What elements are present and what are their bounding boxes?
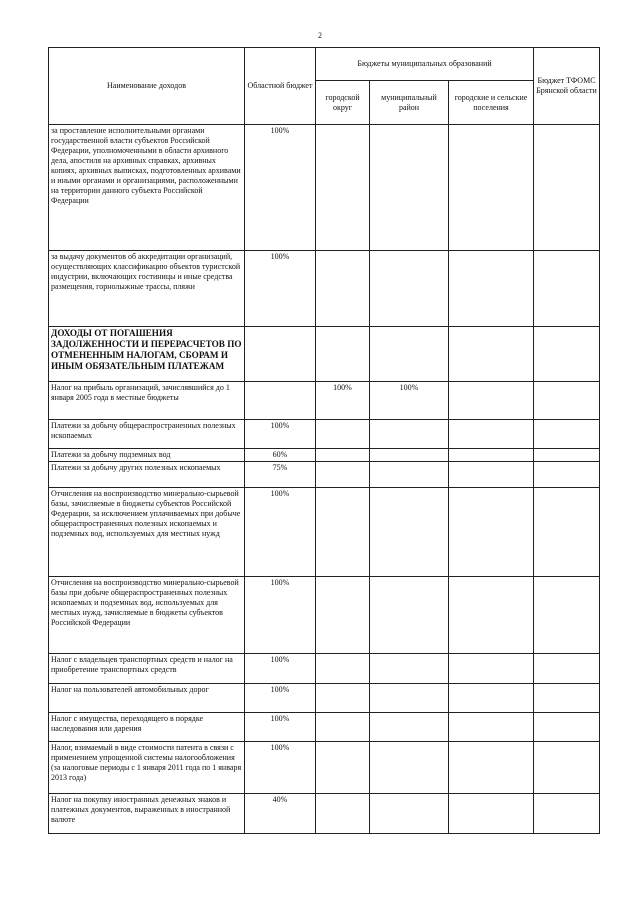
tfoms-share — [534, 742, 600, 794]
city-district-share — [316, 327, 370, 382]
table-row — [49, 462, 600, 488]
settlements-share — [449, 742, 534, 794]
settlements-share — [449, 420, 534, 449]
city-district-share — [316, 654, 370, 684]
settlements-share — [449, 684, 534, 713]
city-district-share — [316, 125, 370, 251]
revenue-name: Налог с имущества, переходящего в порядке наследования или дарения — [49, 713, 245, 742]
settlements-share — [449, 462, 534, 488]
table-row — [49, 420, 600, 449]
tfoms-share — [534, 125, 600, 251]
regional-share: 100% — [245, 125, 316, 251]
regional-share: 75% — [245, 462, 316, 488]
tfoms-share — [534, 488, 600, 577]
municipal-district-share — [370, 577, 449, 654]
regional-share — [245, 327, 316, 382]
tfoms-share — [534, 382, 600, 420]
tfoms-share — [534, 462, 600, 488]
city-district-share — [316, 449, 370, 462]
municipal-district-share — [370, 449, 449, 462]
table-row — [49, 684, 600, 713]
city-district-share — [316, 577, 370, 654]
revenue-name: Налог с владельцев транспортных средств и налог на приобретение транспортных средств — [49, 654, 245, 684]
revenue-distribution-table — [48, 47, 600, 834]
header-city-district: городской округ — [316, 81, 370, 125]
municipal-district-share — [370, 488, 449, 577]
page-number: 2 — [318, 31, 322, 40]
settlements-share — [449, 382, 534, 420]
settlements-share — [449, 577, 534, 654]
header-tfoms-budget: Бюджет ТФОМС Брянской области — [534, 48, 600, 125]
table-row — [49, 251, 600, 327]
tfoms-share — [534, 449, 600, 462]
table-row — [49, 488, 600, 577]
table-row — [49, 794, 600, 834]
tfoms-share — [534, 251, 600, 327]
regional-share: 100% — [245, 684, 316, 713]
municipal-district-share — [370, 684, 449, 713]
regional-share: 100% — [245, 742, 316, 794]
city-district-share — [316, 488, 370, 577]
table-row — [49, 382, 600, 420]
tfoms-share — [534, 794, 600, 834]
regional-share: 100% — [245, 420, 316, 449]
municipal-district-share — [370, 742, 449, 794]
settlements-share — [449, 488, 534, 577]
revenue-name: Платежи за добычу других полезных ископаемых — [49, 462, 245, 488]
table-row — [49, 713, 600, 742]
municipal-district-share — [370, 125, 449, 251]
header-regional-budget: Областной бюджет — [245, 48, 316, 125]
city-district-share — [316, 794, 370, 834]
settlements-share — [449, 713, 534, 742]
revenue-name: за выдачу документов об аккредитации организаций, осуществляющих классификацию объектов туристской индустрии, включающих гостиницы и иные средства размещения, горнолыжные трассы, пляжи — [49, 251, 245, 327]
table-row — [49, 125, 600, 251]
tfoms-share — [534, 684, 600, 713]
city-district-share — [316, 462, 370, 488]
table-row — [49, 742, 600, 794]
city-district-share — [316, 251, 370, 327]
tfoms-share — [534, 420, 600, 449]
settlements-share — [449, 125, 534, 251]
header-municipal-budgets: Бюджеты муниципальных образований — [316, 48, 534, 81]
revenue-name: Налог, взимаемый в виде стоимости патента в связи с применением упрощенной системы налогообложения (за налоговые периоды с 1 января 2011 года по 1 января 2013 года) — [49, 742, 245, 794]
revenue-name: за проставление исполнительными органами государственной власти субъектов Российской Федерации, уполномоченными в области архивного дела, апостиля на архивных справках, архивных копиях, архивных выписках, подготовленных архивами и иными органами и организациями, расположенными на территории данного субъекта Российской Федерации — [49, 125, 245, 251]
revenue-name: Платежи за добычу подземных вод — [49, 449, 245, 462]
header-revenue-name: Наименование доходов — [49, 48, 245, 125]
settlements-share — [449, 327, 534, 382]
table-row — [49, 654, 600, 684]
settlements-share — [449, 794, 534, 834]
municipal-district-share — [370, 327, 449, 382]
municipal-district-share — [370, 420, 449, 449]
revenue-name: Налог на пользователей автомобильных дорог — [49, 684, 245, 713]
regional-share — [245, 382, 316, 420]
municipal-district-share — [370, 462, 449, 488]
section-title: ДОХОДЫ ОТ ПОГАШЕНИЯ ЗАДОЛЖЕННОСТИ И ПЕРЕРАСЧЕТОВ ПО ОТМЕНЕННЫМ НАЛОГАМ, СБОРАМ И ИНЫМ ОБЯЗАТЕЛЬНЫМ ПЛАТЕЖАМ — [49, 327, 245, 382]
tfoms-share — [534, 654, 600, 684]
municipal-district-share — [370, 713, 449, 742]
municipal-district-share — [370, 654, 449, 684]
city-district-share: 100% — [316, 382, 370, 420]
tfoms-share — [534, 327, 600, 382]
table-header-row — [49, 48, 600, 81]
table-row — [49, 577, 600, 654]
settlements-share — [449, 449, 534, 462]
header-settlements: городские и сельские поселения — [449, 81, 534, 125]
municipal-district-share: 100% — [370, 382, 449, 420]
municipal-district-share — [370, 251, 449, 327]
settlements-share — [449, 251, 534, 327]
regional-share: 100% — [245, 654, 316, 684]
city-district-share — [316, 684, 370, 713]
regional-share: 40% — [245, 794, 316, 834]
settlements-share — [449, 654, 534, 684]
regional-share: 100% — [245, 577, 316, 654]
city-district-share — [316, 742, 370, 794]
tfoms-share — [534, 577, 600, 654]
regional-share: 100% — [245, 713, 316, 742]
tfoms-share — [534, 713, 600, 742]
regional-share: 60% — [245, 449, 316, 462]
revenue-name: Налог на прибыль организаций, зачислявшийся до 1 января 2005 года в местные бюджеты — [49, 382, 245, 420]
municipal-district-share — [370, 794, 449, 834]
city-district-share — [316, 713, 370, 742]
header-municipal-district: муниципальный район — [370, 81, 449, 125]
section-row — [49, 327, 600, 382]
revenue-name: Платежи за добычу общераспространенных полезных ископаемых — [49, 420, 245, 449]
revenue-name: Налог на покупку иностранных денежных знаков и платежных документов, выраженных в иностранной валюте — [49, 794, 245, 834]
regional-share: 100% — [245, 488, 316, 577]
revenue-name: Отчисления на воспроизводство минерально-сырьевой базы, зачисляемые в бюджеты субъектов Российской Федерации, за исключением уплачиваемых при добыче общераспространенных полезных ископаемых и подземных вод, используемых для местных нужд — [49, 488, 245, 577]
table-row — [49, 449, 600, 462]
regional-share: 100% — [245, 251, 316, 327]
revenue-name: Отчисления на воспроизводство минерально-сырьевой базы при добыче общераспространенных полезных ископаемых и подземных вод, используемых для местных нужд, зачисляемые в бюджеты субъектов Российской Федерации — [49, 577, 245, 654]
city-district-share — [316, 420, 370, 449]
